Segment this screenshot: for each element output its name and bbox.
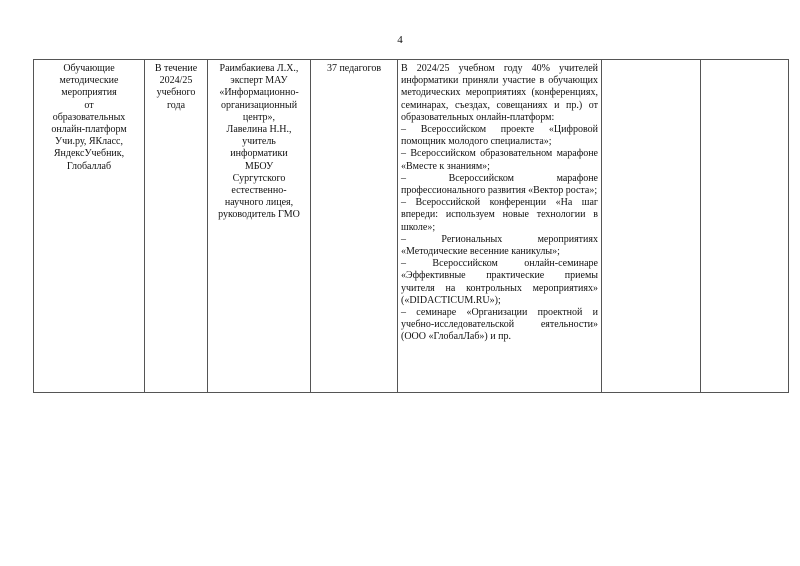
cell-line: Обучающие xyxy=(63,63,115,74)
cell-line: учебного xyxy=(156,87,196,99)
empty-cell xyxy=(701,60,789,393)
cell-line: онлайн-платформ xyxy=(51,124,127,136)
cell-line: от xyxy=(84,99,94,111)
results-item: – Региональных мероприятиях «Методические весенние каникулы»; xyxy=(401,233,598,258)
cell-line: эксперт МАУ xyxy=(230,75,288,87)
cell-line: центр», xyxy=(242,111,276,123)
empty-cell xyxy=(602,60,701,393)
page-number: 4 xyxy=(397,34,403,46)
cell-line: В течение xyxy=(154,63,198,74)
cell-line: руководитель ГМО xyxy=(218,209,300,221)
results-intro: В 2024/25 учебном году 40% учителей информатики приняли участие в обучающих методических мероприятиях (конференциях, семинарах, съездах, совещаниях и пр.) от образовательных онлайн-платформ: xyxy=(401,63,598,123)
cell-line: информатики xyxy=(230,148,288,160)
results-item: – Всероссийском проекте «Цифровой помощник молодого специалиста»; xyxy=(401,124,598,148)
cell-line: 2024/25 xyxy=(159,75,193,87)
cell-line: «Информационно- xyxy=(219,87,299,99)
responsible-cell xyxy=(208,60,311,393)
cell-line: ЯндексУчебник, xyxy=(53,148,125,160)
cell-line: Раимбакиева Л.Х., xyxy=(219,63,299,74)
cell-line: МБОУ xyxy=(244,160,274,172)
results-cell xyxy=(398,60,602,393)
cell-line: Сургутского xyxy=(232,172,286,184)
cell-line: учитель xyxy=(242,136,276,148)
cell-line: Учи.ру, ЯКласс, xyxy=(55,136,123,148)
cell-line: Лавелина Н.Н., xyxy=(226,124,292,136)
results-item: – Всероссийском марафоне профессионального развития «Вектор роста»; xyxy=(401,172,598,197)
participants-cell: 37 педагогов xyxy=(311,60,398,393)
cell-line: мероприятия xyxy=(61,87,117,99)
cell-line: естественно- xyxy=(231,185,287,197)
cell-line: методические xyxy=(59,75,119,87)
table-row xyxy=(34,60,789,393)
cell-line: Глобаллаб xyxy=(66,160,112,172)
period-cell xyxy=(145,60,208,393)
results-item: – Всероссийской конференции «На шаг впереди: используем новые технологии в школе»; xyxy=(401,197,598,233)
results-item: – Всероссийском онлайн-семинаре «Эффективные практические приемы учителя на контрольных мероприятиях» («DIDACTICUM.RU»); xyxy=(401,258,598,306)
cell-line: года xyxy=(166,99,186,111)
events-table xyxy=(33,59,789,393)
results-item: – семинаре «Организации проектной и учебно-исследовательской еятельности» (ООО «ГлобалЛаб») и пр. xyxy=(401,307,598,343)
cell-line: образовательных xyxy=(52,111,126,123)
results-item: – Всероссийском образовательном марафоне «Вместе к знаниям»; xyxy=(401,148,598,172)
event-cell xyxy=(34,60,145,393)
cell-line: организационный xyxy=(220,99,298,111)
cell-line: научного лицея, xyxy=(224,197,294,209)
